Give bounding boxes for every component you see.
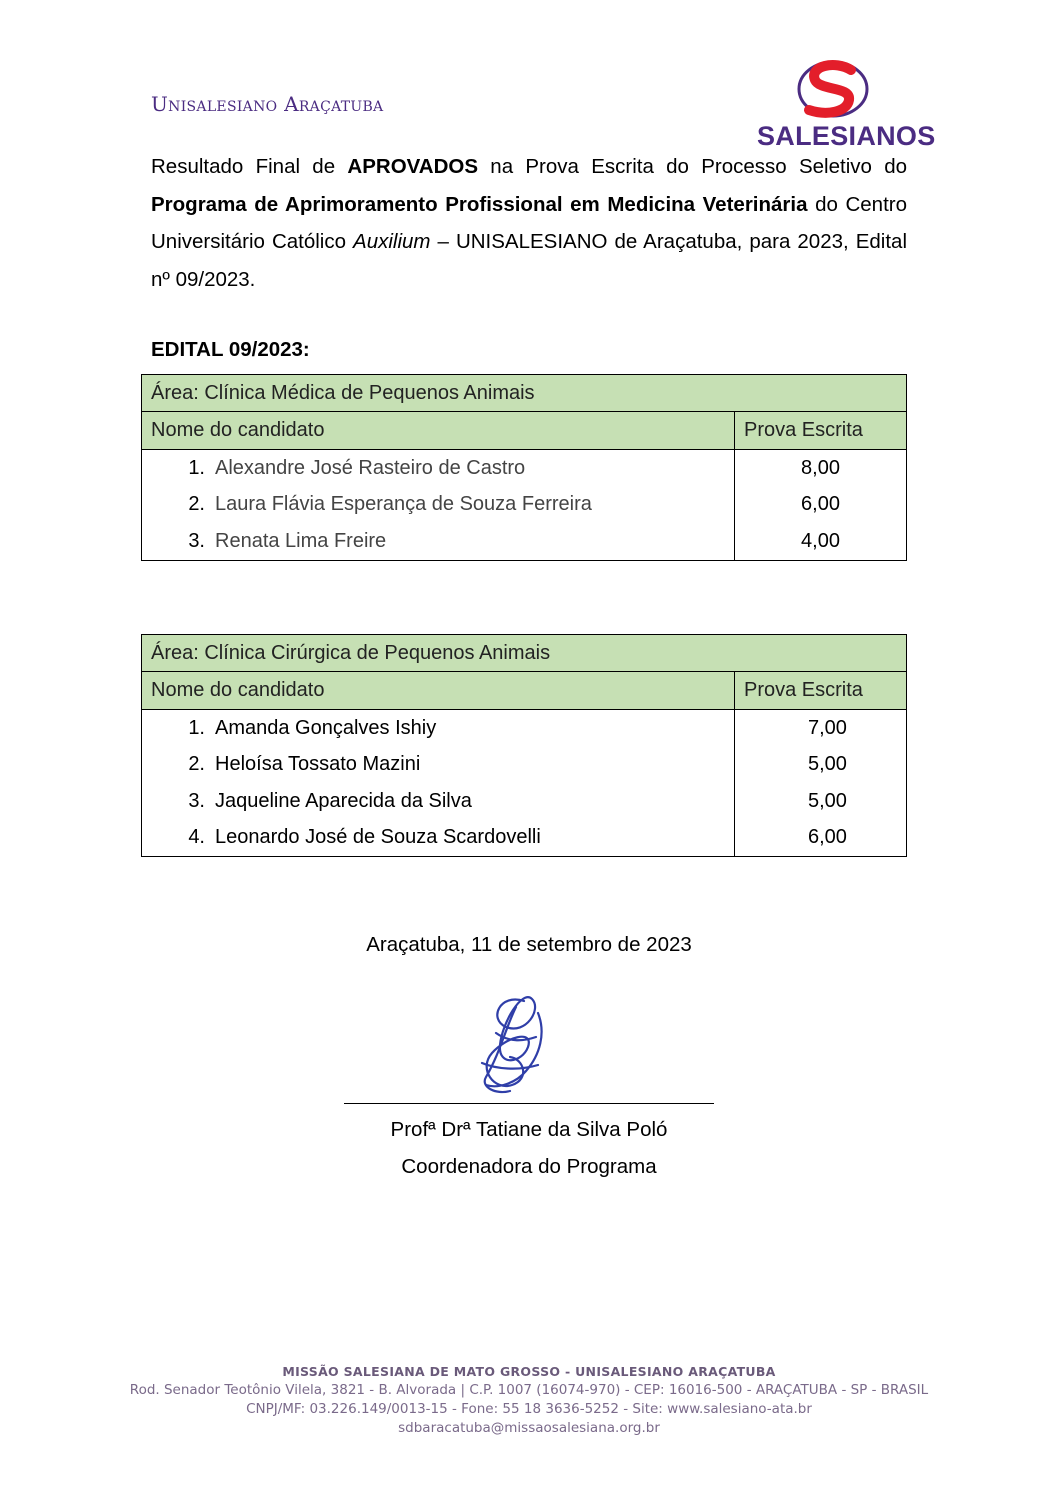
candidate-name: Renata Lima Freire: [215, 529, 387, 552]
area-title: Área: Clínica Cirúrgica de Pequenos Animais: [142, 635, 907, 672]
table-row: [142, 523, 907, 560]
table-row: [142, 487, 907, 524]
handwritten-signature: [466, 993, 558, 1103]
institution-name: Unisalesiano Araçatuba: [151, 92, 384, 116]
row-number: 3.: [188, 529, 205, 552]
table-area-row: [142, 635, 907, 672]
table-header-row: [142, 412, 907, 450]
intro-text-1: Resultado Final de: [151, 155, 348, 178]
intro-approved: APROVADOS: [347, 155, 479, 178]
candidate-name: Jaqueline Aparecida da Silva: [215, 789, 472, 812]
candidate-name: Alexandre José Rasteiro de Castro: [215, 456, 526, 479]
row-number: 1.: [188, 716, 205, 739]
area-title: Área: Clínica Médica de Pequenos Animais: [142, 375, 907, 412]
col-header-score: Prova Escrita: [735, 412, 907, 450]
candidate-name: Heloísa Tossato Mazini: [215, 753, 421, 776]
row-number: 3.: [188, 789, 205, 812]
row-number: 1.: [188, 456, 205, 479]
document-date: Araçatuba, 11 de setembro de 2023: [366, 933, 692, 956]
results-table-clinica-cirurgica: [141, 634, 907, 857]
page-footer: [0, 1362, 1058, 1438]
col-header-name: Nome do candidato: [142, 412, 735, 450]
footer-title: MISSÃO SALESIANA DE MATO GROSSO - UNISALESIANO ARAÇATUBA: [282, 1364, 776, 1379]
col-header-name: Nome do candidato: [142, 672, 735, 710]
results-table-clinica-medica: [141, 374, 907, 561]
intro-program-name: Programa de Aprimoramento Profissional em Medicina Veterinária: [151, 192, 808, 216]
candidate-score: 7,00: [808, 716, 847, 739]
candidate-name: Laura Flávia Esperança de Souza Ferreira: [215, 493, 592, 516]
footer-email: sdbaracatuba@missaosalesiana.org.br: [398, 1420, 660, 1436]
intro-text-2: na Prova Escrita do Processo Seletivo do: [478, 155, 907, 178]
candidate-score: 6,00: [735, 487, 907, 524]
candidate-score: 5,00: [808, 789, 847, 812]
table-row: [142, 783, 907, 820]
col-header-score: Prova Escrita: [735, 672, 907, 710]
candidate-name: Amanda Gonçalves Ishiy: [215, 716, 437, 739]
salesianos-logo: [757, 58, 936, 152]
signer-role: Coordenadora do Programa: [401, 1155, 657, 1178]
intro-text-4: – UNISALESIANO de Araçatuba, para 2023, Edital nº 09/2023.: [151, 230, 908, 291]
intro-auxilium: Auxilium: [353, 230, 431, 253]
signature-line: [344, 1103, 714, 1104]
table-area-row: [142, 375, 907, 412]
intro-text-3: do Centro Universitário Católico: [151, 192, 907, 253]
candidate-score: 6,00: [808, 826, 847, 849]
intro-paragraph: [151, 148, 907, 298]
table-row: [142, 710, 907, 747]
candidate-name: Leonardo José de Souza Scardovelli: [215, 826, 541, 849]
candidate-score: 5,00: [808, 753, 847, 776]
row-number: 4.: [188, 826, 205, 849]
candidate-score: 4,00: [735, 523, 907, 560]
row-number: 2.: [188, 753, 205, 776]
footer-address: Rod. Senador Teotônio Vilela, 3821 - B. Alvorada | C.P. 1007 (16074-970) - CEP: 16016-500 - ARAÇATUBA - SP - BRASIL: [129, 1382, 929, 1398]
candidate-score: 8,00: [735, 450, 907, 487]
row-number: 2.: [188, 493, 205, 516]
logo-text: SALESIANOS: [757, 121, 936, 151]
signer-name: Profª Drª Tatiane da Silva Poló: [390, 1118, 668, 1141]
table-row: [142, 450, 907, 487]
table-row: [142, 820, 907, 857]
table-header-row: [142, 672, 907, 710]
footer-contact: CNPJ/MF: 03.226.149/0013-15 - Fone: 55 18 3636-5252 - Site: www.salesiano-ata.br: [246, 1401, 812, 1417]
table-row: [142, 747, 907, 784]
salesianos-s-icon: [757, 58, 909, 122]
edital-title: EDITAL 09/2023:: [151, 338, 310, 361]
